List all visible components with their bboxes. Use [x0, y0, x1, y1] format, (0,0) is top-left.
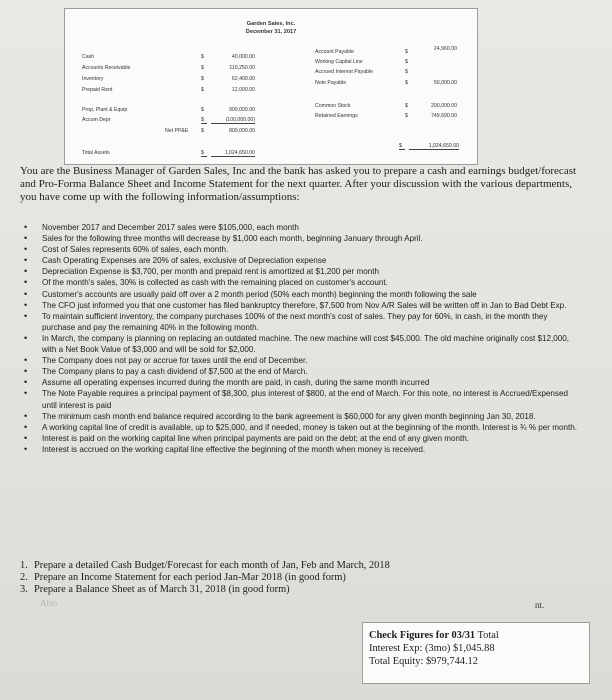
- bullet-icon: •: [24, 244, 28, 255]
- list-item: [22, 277, 582, 288]
- list-item-text: The minimum cash month end balance required according to the bank agreement is $60,000 for any given month beginning Jan 30, 2018.: [42, 411, 536, 421]
- check-figures-heading-rest: Total: [475, 630, 499, 641]
- equity-label: Retained Earnings: [315, 113, 358, 119]
- check-figure-interest: Interest Exp: (3mo) $1,045.88: [369, 643, 495, 654]
- net-ppe-dollar: $: [201, 128, 204, 134]
- liability-dollar: $: [405, 59, 408, 65]
- equity-label: Common Stock: [315, 103, 351, 109]
- net-ppe-value: 800,000.00: [229, 128, 255, 134]
- asset-dollar: $: [201, 65, 204, 71]
- list-item-text: Interest is paid on the working capital line when principal payments are paid on the debt; at the end of any given month.: [42, 433, 469, 443]
- asset-value: 40,000.00: [231, 54, 255, 60]
- task-item: [20, 572, 490, 584]
- balance-sheet-date: December 31, 2017: [245, 29, 297, 35]
- list-item-text: The Company plans to pay a cash dividend of $7,500 at the end of March.: [42, 367, 308, 377]
- task-number: 2.: [20, 572, 28, 583]
- asset-dollar: $: [201, 76, 204, 82]
- net-ppe-label: Net PP&E: [165, 128, 189, 134]
- bullet-icon: •: [24, 443, 28, 454]
- liability-label: Note Payable: [315, 80, 347, 86]
- check-figures-heading-bold: Check Figures for 03/31: [369, 630, 476, 641]
- bullet-icon: •: [24, 222, 28, 232]
- fixed-asset-value: 900,000.00: [229, 107, 255, 113]
- task-item: [20, 560, 490, 572]
- list-item: [22, 266, 582, 277]
- list-item: [22, 433, 582, 444]
- list-item: [22, 377, 582, 388]
- list-item: [22, 422, 582, 433]
- intro-paragraph: [20, 165, 590, 204]
- asset-value: 62,400.00: [231, 76, 255, 82]
- list-item: [22, 244, 582, 255]
- faded-text: Also: [40, 598, 58, 608]
- asset-value: 110,250.00: [229, 65, 255, 71]
- list-item: [22, 300, 582, 311]
- list-item: [22, 355, 582, 366]
- balance-sheet-company: Garden Sales, Inc.: [246, 21, 296, 27]
- task-text: Prepare an Income Statement for each period Jan-Mar 2018 (in good form): [34, 572, 346, 583]
- list-item-text: November 2017 and December 2017 sales were $105,000, each month: [42, 223, 299, 232]
- liability-label: Working Capital Line: [315, 59, 363, 65]
- total-assets-value: 1,024,650.00: [211, 150, 255, 157]
- fixed-asset-value: (100,000.00): [211, 117, 255, 124]
- total-liabilities-equity-dollar: $: [399, 143, 405, 150]
- list-item: [22, 289, 582, 300]
- bullet-icon: •: [24, 310, 28, 321]
- bullet-icon: •: [24, 432, 28, 443]
- asset-label: Inventory: [82, 76, 104, 82]
- asset-dollar: $: [201, 87, 204, 93]
- equity-value: 749,690.00: [431, 113, 457, 119]
- bullet-icon: •: [24, 277, 28, 288]
- bullet-icon: •: [24, 377, 28, 388]
- liability-dollar: $: [405, 49, 408, 55]
- list-item-text: Depreciation Expense is $3,700, per month and prepaid rent is amortized at $1,200 per month: [42, 267, 379, 277]
- list-item: [22, 366, 582, 377]
- task-text: Prepare a Balance Sheet as of March 31, 2018 (in good form): [34, 584, 290, 595]
- fixed-asset-label: Accum Depr: [82, 117, 111, 123]
- task-list: [20, 560, 490, 596]
- liability-dollar: $: [405, 80, 408, 86]
- equity-dollar: $: [405, 113, 408, 119]
- list-item-text: Of the month's sales, 30% is collected as cash with the remaining placed on customer's account.: [42, 278, 388, 288]
- list-item-text: Assume all operating expenses incurred during the month are paid, in cash, during the same month incurred: [42, 378, 430, 388]
- list-item-text: In March, the company is planning on replacing an outdated machine. The new machine will cost $45,000. The old machine originally cost $12,000, with a Net Book Value of $3,000 and will be sold for $2,000.: [42, 333, 570, 355]
- task-text: Prepare a detailed Cash Budget/Forecast for each month of Jan, Feb and March, 2018: [34, 560, 390, 571]
- asset-dollar: $: [201, 54, 204, 60]
- list-item-text: Interest is accrued on the working capital line effective the beginning of the month when money is received.: [42, 444, 426, 454]
- liability-value: 24,960.00: [433, 46, 457, 52]
- bullet-icon: •: [24, 288, 28, 299]
- list-item: [22, 388, 582, 410]
- task-item: [20, 584, 490, 596]
- bullet-icon: •: [24, 255, 28, 266]
- asset-value: 12,000.00: [231, 87, 255, 93]
- liability-label: Account Payable: [315, 49, 354, 55]
- list-item: [22, 233, 582, 244]
- bullet-icon: •: [24, 421, 28, 432]
- check-figure-equity: Total Equity: $979,744.12: [369, 656, 478, 667]
- equity-dollar: $: [405, 103, 408, 109]
- task-number: 1.: [20, 560, 28, 571]
- margin-text: nt.: [535, 600, 545, 610]
- bullet-icon: •: [24, 388, 28, 399]
- list-item-text: The Note Payable requires a principal payment of $8,300, plus interest of $800, at the end of March. For this note, no interest is Accrued/Expensed until interest is paid: [42, 389, 568, 410]
- list-item-text: To maintain sufficient inventory, the company purchases 100% of the next month's cost of sales. They pay for 60%, in cash, in the month they purchase and pay the remaining 40% in the following month.: [42, 311, 548, 332]
- task-number: 3.: [20, 584, 28, 595]
- balance-sheet: [64, 8, 478, 165]
- list-item-text: Customer's accounts are usually paid off over a 2 month period (50% each month) beginning the month following the sale: [42, 289, 477, 299]
- list-item: [22, 333, 582, 355]
- bullet-icon: •: [24, 332, 28, 343]
- bullet-icon: •: [24, 233, 28, 244]
- total-assets-label: Total Assets: [82, 150, 110, 156]
- list-item-text: The CFO just informed you that one customer has filed bankruptcy therefore, $7,500 from Nov A/R Sales will be written off in Jan to Bad Debt Exp.: [42, 300, 567, 310]
- fixed-asset-dollar: $: [201, 107, 204, 113]
- liability-dollar: $: [405, 69, 408, 75]
- total-liabilities-equity-value: 1,024,650.00: [409, 143, 459, 150]
- list-item-text: Sales for the following three months will decrease by $1,000 each month, beginning January through April.: [42, 234, 423, 244]
- check-figures-heading: [369, 629, 583, 642]
- fixed-asset-label: Prop, Plant & Equip: [82, 107, 128, 113]
- list-item: [22, 222, 582, 233]
- equity-value: 200,000.00: [431, 103, 457, 109]
- list-item: [22, 311, 582, 333]
- assumptions-list: [22, 222, 582, 455]
- list-item-text: Cost of Sales represents 60% of sales, each month.: [42, 245, 229, 255]
- liability-label: Accrued Interest Payable: [315, 69, 373, 75]
- bullet-icon: •: [24, 299, 28, 310]
- intro-text: You are the Business Manager of Garden Sales, Inc and the bank has asked you to prepare a cash and earnings budget/forecast and Pro-Forma Balance Sheet and Income Statement for the next quarter. After your discussion with the various departments, you have come up with the following information/assumptions:: [20, 165, 577, 203]
- list-item-text: A working capital line of credit is available, up to $25,000, and if needed, money is taken out at the beginning of the month. Interest is ¾ % per month.: [42, 422, 577, 432]
- check-figures-box: [362, 622, 590, 684]
- bullet-icon: •: [24, 366, 28, 377]
- asset-label: Cash: [82, 54, 95, 60]
- asset-label: Prepaid Rent: [82, 87, 113, 93]
- fixed-asset-dollar: $: [201, 117, 207, 124]
- asset-label: Accounts Receivable: [82, 65, 131, 71]
- bullet-icon: •: [24, 266, 28, 277]
- list-item: [22, 444, 582, 455]
- list-item: [22, 411, 582, 422]
- list-item: [22, 255, 582, 266]
- list-item-text: The Company does not pay or accrue for taxes until the end of December.: [42, 356, 308, 366]
- liability-value: 50,000.00: [433, 80, 457, 86]
- bullet-icon: •: [24, 355, 28, 366]
- total-assets-dollar: $: [201, 150, 207, 157]
- list-item-text: Cash Operating Expenses are 20% of sales, exclusive of Depreciation expense: [42, 256, 327, 266]
- bullet-icon: •: [24, 410, 28, 421]
